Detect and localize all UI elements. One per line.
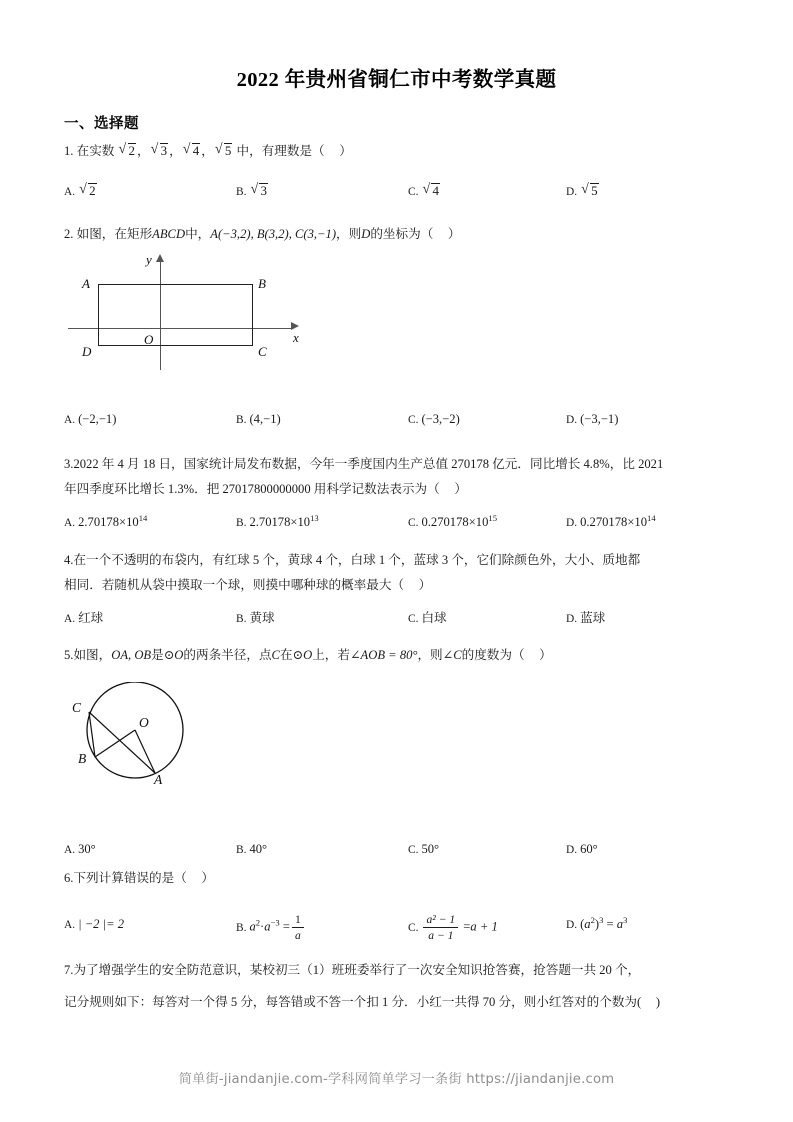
question-2-rect-name: ABCD [152,227,186,241]
radius-oa [135,730,155,773]
question-4-stem-line1: 4.在一个不透明的布袋内，有红球 5 个，黄球 4 个，白球 1 个，蓝球 3 个，它们除颜色外，大小、质地都 [64,553,641,567]
point-label-c: C [72,700,82,715]
question-6-options [64,913,744,953]
question-6-stem: 6.下列计算错误的是（ ） [64,871,214,885]
question-2-coordinates: A(−3,2), B(3,2), C(3,−1) [210,227,337,241]
question-6-number: 6. [64,871,74,885]
question-5-stem: 5.如图，OA, OB是⊙O的两条半径，点C在⊙O上，若∠AOB = 80°，则∠C的度数为（ ） [64,648,552,662]
question-3-option-c[interactable]: C. $0.270178\times 10^{15}$ [408,512,497,529]
question-3-options [64,511,744,541]
question-2-option-a[interactable]: A. (−2,−1) [64,412,117,426]
question-5-option-c[interactable]: C. 50° [408,842,440,856]
question-3-number: 3. [64,457,74,471]
radius-ob [95,730,135,757]
question-4-number: 4. [64,553,74,567]
question-2 [64,222,744,247]
expr-abs: | −2 |= 2 [78,917,125,931]
rectangle-shape [98,284,253,346]
question-4-option-b[interactable]: B. 黄球 [236,611,275,625]
fraction-b: $\frac{1}{a}$ [292,913,304,943]
origin-label: O [144,332,154,347]
question-6-option-d[interactable]: D. $(a^2)^3 = a^3$ [566,914,628,931]
vertex-label-a: A [82,276,90,291]
question-2-options [64,408,744,438]
question-1-stem-suffix: ） [339,144,352,158]
radical-2: √ 3 [151,138,169,163]
y-axis-arrow-icon [156,254,164,262]
question-7 [64,958,744,1021]
question-5-option-a[interactable]: A. 30° [64,842,96,856]
question-5-option-d[interactable]: D. 60° [566,842,598,856]
question-1-option-a[interactable]: A. √ 2 [64,180,98,203]
question-2-stem-part2: 中， [185,227,211,241]
question-1-number: 1. [64,144,74,158]
question-2-stem-part3: ，则 [336,227,362,241]
question-1-options [64,180,744,210]
point-label-a: A [154,772,163,787]
center-label-o: O [139,715,149,730]
question-3-option-d[interactable]: D. $0.270178\times 10^{14}$ [566,512,656,529]
question-6 [64,866,744,953]
question-2-stem-part4: 的坐标为（ [370,227,434,241]
option-radical-d: √ 5 [581,180,599,202]
question-4 [64,548,744,637]
question-2-stem-part1: 如图，在矩形 [76,227,153,241]
radical-3: √ 4 [183,138,201,163]
question-5-option-b[interactable]: B. 40° [236,842,268,856]
vertex-label-b: B [258,276,266,291]
question-7-stem-line2: 记分规则如下：每答对一个得 5 分，每答错或不答一个扣 1 分．小红一共得 70 分，则小红答对的个数为( ) [64,995,661,1009]
question-6-option-b[interactable]: B. $a^2\cdot a^{-3}$ = $\frac{1}{a}$ [236,913,306,943]
question-2-stem [64,222,744,247]
question-4-option-c[interactable]: C. 白球 [408,611,447,625]
question-1-stem-prefix: 在实数 [76,144,115,158]
question-2-option-d[interactable]: D. (−3,−1) [566,412,619,426]
question-3-stem-line2: 年四季度环比增长 1.3%．把 27017800000000 用科学记数法表示为（ ） [64,482,467,496]
x-axis-arrow-icon [291,322,299,330]
question-4-options [64,607,744,637]
question-6-option-a[interactable]: A. | −2 |= 2 [64,917,125,931]
x-axis-label: x [293,330,299,345]
question-1-stem: 1. 在实数 √ 2 ， √ 3 ， √ 4 ， √ 5 中，有理数是（ ） [64,138,744,164]
question-5-figure [62,682,262,822]
question-4-option-d[interactable]: D. 蓝球 [566,611,606,625]
question-3-option-a[interactable]: A. $2.70178\times 10^{14}$ [64,512,148,529]
radical-4: √ 5 [215,138,233,163]
footer-watermark: 简单街-jiandanjie.com-学科网简单学习一条街 https://jiandanjie.com [178,1072,615,1087]
option-radical-c: √ 4 [422,180,440,202]
question-5-options [64,838,744,868]
radical-1: √ 2 [119,138,137,163]
y-axis-label: y [146,252,152,267]
page-title: 2022 年贵州省铜仁市中考数学真题 [236,69,557,91]
option-radical-b: √ 3 [250,180,268,202]
question-3-option-b[interactable]: B. $2.70178\times 10^{13}$ [236,512,319,529]
question-7-stem-line1: 7.为了增强学生的安全防范意识，某校初三（1）班班委举行了一次安全知识抢答赛，抢答题一共 20 个， [64,963,641,977]
question-1-option-c[interactable]: C. √ 4 [408,180,441,203]
question-5-number: 5. [64,648,74,662]
question-2-figure [60,252,320,372]
section-heading: 一、选择题 [64,116,139,132]
question-2-option-c[interactable]: C. (−3,−2) [408,412,460,426]
question-2-stem-suffix: ） [447,227,461,241]
point-label-b: B [78,751,87,766]
vertex-label-d: D [82,344,92,359]
question-1 [64,138,744,210]
question-4-option-a[interactable]: A. 红球 [64,611,104,625]
question-5 [64,643,744,668]
question-1-stem-middle: 中，有理数是（ [236,144,325,158]
question-1-option-d[interactable]: D. √ 5 [566,180,600,203]
question-4-stem-line2: 相同．若随机从袋中摸取一个球，则摸中哪种球的概率最大（ ） [64,578,432,592]
question-1-option-b[interactable]: B. √ 3 [236,180,269,203]
question-2-unknown-point: D [361,227,371,241]
circle-diagram-svg [62,682,262,822]
fraction-c: $\frac{\text{a² − 1}}{a - 1}$ [423,913,458,943]
question-6-option-c[interactable]: C. $\frac{\text{a² − 1}}{a - 1}$ =a + 1 [408,912,498,942]
vertex-label-c: C [258,344,267,359]
option-radical-a: √ 2 [79,180,97,202]
question-3 [64,452,744,541]
question-5-radii: OA, OB [111,648,152,662]
question-3-stem-line1: 3.2022 年 4 月 18 日，国家统计局发布数据，今年一季度国内生产总值 270178 亿元．同比增长 4.8%，比 2021 [64,457,664,471]
question-5-angle-value: AOB = 80° [360,648,418,662]
question-2-option-b[interactable]: B. (4,−1) [236,412,281,426]
question-7-number: 7. [64,963,74,977]
question-2-number: 2. [64,227,74,241]
